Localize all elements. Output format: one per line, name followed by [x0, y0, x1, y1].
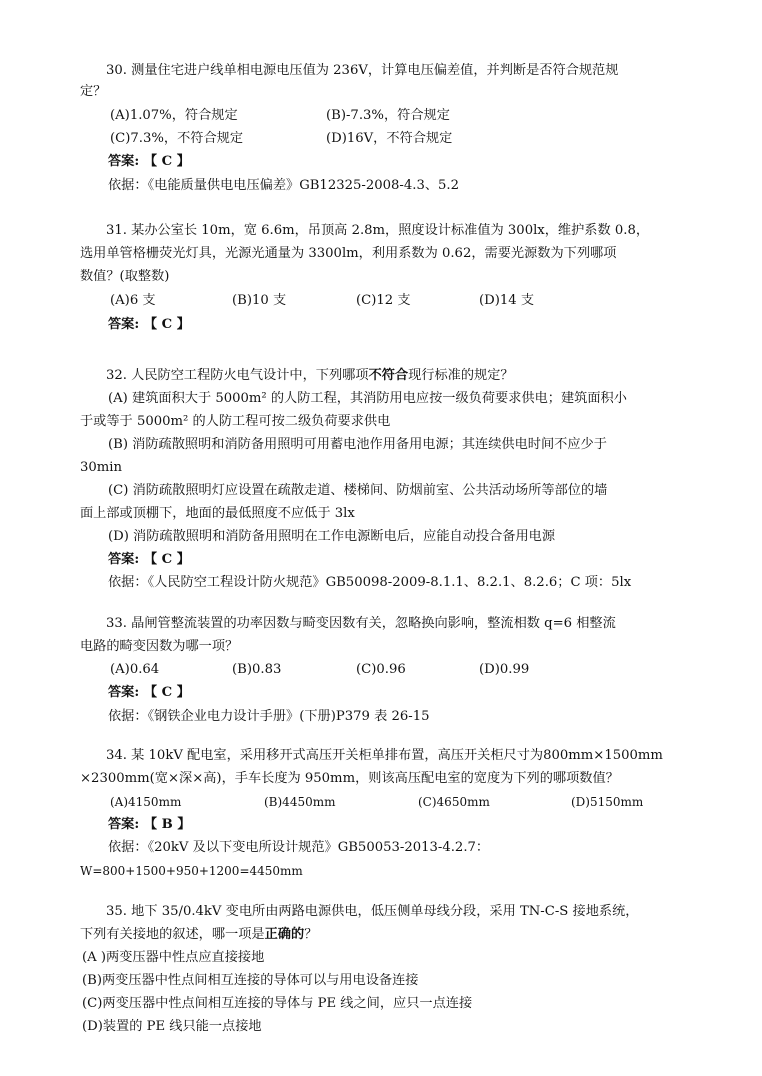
- q32-stem-emphasis: 不符合: [368, 368, 409, 383]
- q35-stem-pre: 下列有关接地的叙述，哪一项是: [80, 927, 265, 942]
- q32-option-b-line1: (B) 消防疏散照明和消防备用照明可用蓄电池作用备用电源；其连续供电时间不应少于: [108, 437, 607, 452]
- q30-option-c: (C)7.3%，不符合规定: [110, 131, 244, 146]
- q32-option-b-line2: 30min: [80, 460, 122, 475]
- q34-option-c: (C)4650mm: [418, 795, 490, 809]
- q34-basis-line2: W=800+1500+950+1200=4450mm: [80, 864, 303, 878]
- q33-option-d: (D)0.99: [479, 662, 530, 677]
- q30-option-b: (B)-7.3%，符合规定: [326, 108, 450, 123]
- q32-option-d: (D) 消防疏散照明和消防备用照明在工作电源断电后，应能自动投合备用电源: [108, 529, 556, 544]
- q32-answer-label: 答案:: [108, 552, 140, 567]
- q31-option-c: (C)12 支: [356, 293, 411, 308]
- q34-answer-value: 【 B 】: [143, 817, 191, 832]
- q32-answer: [108, 550, 190, 570]
- q31-stem-line3: 数值？(取整数): [80, 269, 170, 284]
- q31-option-b: (B)10 支: [232, 293, 287, 308]
- q35-stem-emphasis: 正确的: [264, 927, 305, 942]
- q30-answer: [108, 152, 190, 172]
- q31-option-a: (A)6 支: [110, 293, 156, 308]
- q31-answer: [108, 315, 190, 335]
- q33-option-a: (A)0.64: [110, 662, 160, 677]
- q33-answer-label: 答案:: [108, 685, 140, 700]
- q32-basis: 依据：《人民防空工程设计防火规范》GB50098-2009-8.1.1、8.2.1、8.2.6；C 项：5lx: [108, 575, 632, 590]
- q34-option-d: (D)5150mm: [571, 795, 644, 809]
- q35-stem-line2: [80, 925, 317, 945]
- q31-answer-label: 答案:: [108, 317, 140, 332]
- q31-stem-line1: 31. 某办公室长 10m，宽 6.6m，吊顶高 2.8m，照度设计标准值为 300lx，维护系数 0.8，: [106, 223, 650, 238]
- q32-option-c-line2: 面上部或顶棚下，地面的最低照度不应低于 3lx: [80, 506, 355, 521]
- q32-stem-post: 现行标准的规定？: [408, 368, 514, 383]
- q31-stem-line2: 选用单管格栅荧光灯具，光源光通量为 3300lm，利用系数为 0.62，需要光源数为下列哪项: [80, 246, 617, 261]
- q34-stem-line2: ×2300mm(宽×深×高)，手车长度为 950mm，则该高压配电室的宽度为下列的哪项数值？: [80, 771, 619, 786]
- q34-basis-line1: 依据：《20kV 及以下变电所设计规范》GB50053-2013-4.2.7：: [108, 840, 490, 855]
- q30-stem-line2: 定？: [80, 84, 107, 99]
- q35-option-a: (A )两变压器中性点应直接接地: [82, 950, 265, 965]
- q30-answer-label: 答案:: [108, 154, 140, 169]
- q30-basis: 依据：《电能质量供电电压偏差》GB12325-2008-4.3、5.2: [108, 178, 459, 193]
- q30-stem-line1: 30. 测量住宅进户线单相电源电压值为 236V，计算电压偏差值，并判断是否符合规范规: [106, 63, 619, 78]
- q33-answer: [108, 683, 190, 703]
- q33-stem-line2: 电路的畸变因数为哪一项？: [80, 639, 239, 654]
- q31-option-d: (D)14 支: [479, 293, 535, 308]
- q32-option-a-line1: (A) 建筑面积大于 5000m² 的人防工程，其消防用电应按一级负荷要求供电；建筑面积小: [108, 391, 627, 406]
- q31-answer-value: 【 C 】: [143, 317, 190, 332]
- q30-option-d: (D)16V，不符合规定: [326, 131, 453, 146]
- q33-option-c: (C)0.96: [356, 662, 406, 677]
- q33-option-b: (B)0.83: [232, 662, 282, 677]
- q35-option-d: (D)装置的 PE 线只能一点接地: [82, 1019, 262, 1034]
- q35-option-b: (B)两变压器中性点间相互连接的导体可以与用电设备连接: [82, 973, 419, 988]
- q32-stem: [106, 366, 514, 386]
- q35-stem-post: ？: [304, 927, 318, 942]
- q34-option-b: (B)4450mm: [264, 795, 336, 809]
- q32-answer-value: 【 C 】: [143, 552, 190, 567]
- q33-stem-line1: 33. 晶闸管整流装置的功率因数与畸变因数有关，忽略换向影响，整流相数 q=6 相整流: [106, 616, 616, 631]
- q34-stem-line1: 34. 某 10kV 配电室，采用移开式高压开关柜单排布置，高压开关柜尺寸为800mm×1500mm: [106, 748, 663, 763]
- q32-option-a-line2: 于或等于 5000m² 的人防工程可按二级负荷要求供电: [80, 414, 391, 429]
- q34-answer: [108, 815, 191, 835]
- q35-option-c: (C)两变压器中性点间相互连接的导体与 PE 线之间，应只一点连接: [82, 996, 473, 1011]
- q32-stem-pre: 32. 人民防空工程防火电气设计中，下列哪项: [106, 368, 369, 383]
- q35-stem-line1: 35. 地下 35/0.4kV 变电所由两路电源供电，低压侧单母线分段，采用 TN-C-S 接地系统，: [106, 904, 639, 919]
- q30-option-a: (A)1.07%，符合规定: [110, 108, 238, 123]
- q33-basis: 依据：《钢铁企业电力设计手册》(下册)P379 表 26-15: [108, 709, 430, 724]
- q34-answer-label: 答案:: [108, 817, 140, 832]
- q32-option-c-line1: (C) 消防疏散照明灯应设置在疏散走道、楼梯间、防烟前室、公共活动场所等部位的墙: [108, 483, 608, 498]
- q30-answer-value: 【 C 】: [143, 154, 190, 169]
- q34-option-a: (A)4150mm: [110, 795, 182, 809]
- q33-answer-value: 【 C 】: [143, 685, 190, 700]
